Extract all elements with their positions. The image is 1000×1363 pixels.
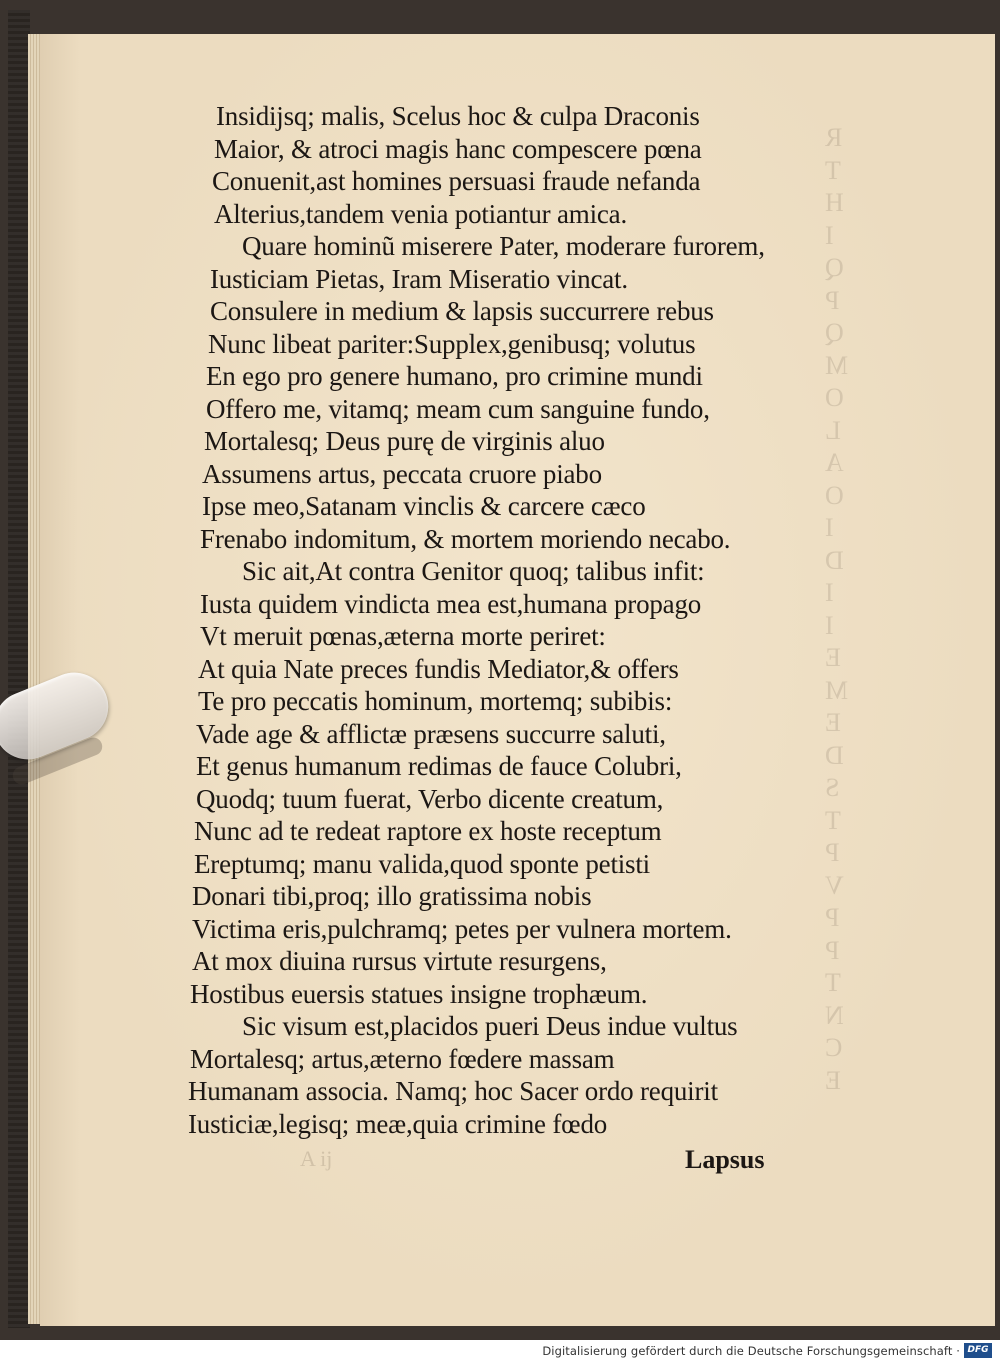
catchword: Lapsus — [685, 1145, 765, 1174]
verse-line: Sic visum est,placidos pueri Deus indue vultus — [242, 1011, 738, 1041]
verse-line: Quare hominũ miserere Pater, moderare furorem, — [242, 231, 765, 261]
verse-line: Quodq; tuum fuerat, Verbo dicente creatum, — [196, 783, 664, 814]
verse-line: Humanam associa. Namq; hoc Sacer ordo requirit — [188, 1076, 718, 1106]
verse-line: Insidijsq; malis, Scelus hoc & culpa Draconis — [216, 101, 700, 131]
verse-text-block — [160, 100, 860, 1140]
verse-line: Donari tibi,proq; illo gratissima nobis — [192, 881, 592, 911]
show-through-text: R T H I Q P Q M O L A O I D I I E M E D S T P V P P T N C E — [825, 123, 849, 1095]
verse-line: Mortalesq; Deus purę de virginis aluo — [204, 426, 605, 456]
verse-line: Consulere in medium & lapsis succurrere rebus — [210, 296, 714, 326]
verse-line: Assumens artus, peccata cruore piabo — [202, 458, 602, 489]
verse-line: Hostibus euersis statues insigne trophæum. — [190, 978, 648, 1009]
verse-line: Iusta quidem vindicta mea est,humana propago — [200, 588, 702, 619]
book-cover-edge — [8, 10, 30, 1328]
verse-line: Sic ait,At contra Genitor quoq; talibus infit: — [242, 556, 705, 586]
verse-line: Iusticiæ,legisq; meæ,quia crimine fœdo — [188, 1108, 608, 1139]
verse-line: Te pro peccatis hominum, mortemq; subibis: — [198, 686, 673, 716]
funding-credit: Digitalisierung gefördert durch die Deutsche Forschungsgemeinschaft · — [542, 1344, 960, 1358]
verse-line: At mox diuina rursus virtute resurgens, — [192, 946, 607, 976]
verse-line: Ipse meo,Satanam vinclis & carcere cæco — [202, 491, 646, 521]
verse-line: Nunc ad te redeat raptore ex hoste receptum — [194, 816, 662, 846]
verse-line: At quia Nate preces fundis Mediator,& offers — [198, 653, 679, 684]
verse-line: Iusticiam Pietas, Iram Miseratio vincat. — [210, 263, 628, 294]
verse-line: Victima eris,pulchramq; petes per vulnera mortem. — [192, 913, 732, 944]
verse-line: Offero me, vitamq; meam cum sanguine fundo, — [206, 393, 710, 424]
footer-bar — [0, 1340, 1000, 1363]
verse-line: En ego pro genere humano, pro crimine mundi — [206, 361, 703, 391]
verse-line: Alterius,tandem venia potiantur amica. — [214, 198, 628, 229]
verse-line: Mortalesq; artus,æterno fœdere massam — [190, 1043, 615, 1074]
verse-line: Vt meruit pœnas,æterna morte periret: — [200, 621, 606, 651]
verse-line: Maior, & atroci magis hanc compescere pœna — [214, 133, 702, 164]
verse-line: Nunc libeat pariter:Supplex,genibusq; volutus — [208, 328, 696, 359]
verse-line: Vade age & afflictæ præsens succurre saluti, — [196, 718, 666, 749]
dfg-logo: DFG — [964, 1343, 992, 1358]
signature-mark-ghost: A ij — [300, 1146, 333, 1171]
verse-line: Et genus humanum redimas de fauce Colubri, — [196, 751, 682, 781]
verse-line: Frenabo indomitum, & mortem moriendo necabo. — [200, 523, 731, 554]
verse-line: Conuenit,ast homines persuasi fraude nefanda — [212, 166, 701, 196]
verse-line: Ereptumq; manu valida,quod sponte petisti — [194, 848, 650, 879]
